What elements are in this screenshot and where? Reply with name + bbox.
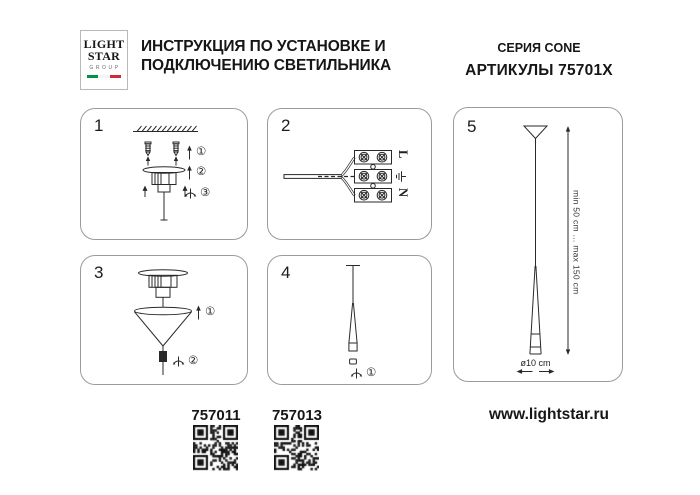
- screw-turn-icon: [350, 368, 363, 379]
- italian-flag-stripe: [87, 75, 121, 78]
- step-5-number: 5: [467, 117, 477, 136]
- step-4-panel: [267, 255, 432, 385]
- series-block: [458, 41, 620, 80]
- marker-digit: ①: [205, 306, 216, 318]
- page-title: [141, 37, 391, 75]
- articles-code: АРТИКУЛЫ 75701X: [465, 62, 613, 79]
- logo-text-star: STAR: [87, 49, 121, 63]
- qr-code: [193, 425, 238, 471]
- marker-digit: ③: [200, 187, 211, 199]
- logo-text-group: GROUP: [89, 65, 121, 71]
- lightstar-logo: [80, 30, 128, 90]
- step-1-panel: [80, 108, 248, 240]
- step-5-panel: [453, 107, 623, 382]
- screw-turn-icon: [184, 188, 197, 199]
- website-url: www.lightstar.ru: [489, 406, 609, 423]
- step-3-number: 3: [94, 263, 104, 282]
- step-1-marker-2: [186, 165, 206, 180]
- height-dimension-label: min 50 cm ... max 150 cm: [571, 189, 582, 295]
- up-arrow-icon: [195, 305, 202, 320]
- title-line-2: ПОДКЛЮЧЕНИЮ СВЕТИЛЬНИКА: [141, 57, 392, 74]
- step-1-marker-1: [186, 145, 206, 160]
- article-number-left: 757011: [191, 407, 241, 424]
- screw-turn-icon: [172, 356, 185, 367]
- wiring-diagram: [268, 109, 433, 241]
- diameter-dimension-label: ø10 cm: [520, 358, 551, 368]
- step-3-panel: [80, 255, 248, 385]
- terminal-label-neutral: N: [396, 188, 410, 198]
- series-name: СЕРИЯ CONE: [497, 41, 581, 55]
- flag-red: [110, 75, 121, 78]
- step-3-marker-1: [195, 305, 215, 320]
- article-number-right: 757013: [271, 407, 323, 424]
- step-2-panel: [267, 108, 432, 240]
- marker-digit: ①: [366, 367, 377, 379]
- qr-code: [274, 425, 319, 471]
- step-1-number: 1: [94, 116, 104, 135]
- step-2-number: 2: [281, 116, 291, 135]
- terminal-label-line: L: [396, 150, 410, 159]
- up-arrow-icon: [186, 145, 193, 160]
- marker-digit: ②: [188, 355, 199, 367]
- marker-digit: ①: [196, 146, 207, 158]
- step-4-number: 4: [281, 263, 291, 282]
- marker-digit: ②: [196, 166, 207, 178]
- title-line-1: ИНСТРУКЦИЯ ПО УСТАНОВКЕ И: [141, 38, 386, 55]
- ceiling-hatch: [133, 126, 198, 132]
- step-1-marker-3: [184, 187, 210, 200]
- step-4-marker-1: [350, 367, 376, 380]
- flag-white: [98, 75, 109, 78]
- ground-symbol-icon: [397, 171, 407, 181]
- pendant-dimensions-drawing: [454, 108, 624, 383]
- ceiling-mount-drawing: [81, 109, 249, 241]
- up-arrow-icon: [186, 165, 193, 180]
- shade-assembly-drawing: [81, 256, 249, 386]
- logo-text-light: LIGHT: [83, 37, 125, 51]
- step-3-marker-2: [172, 355, 198, 368]
- flag-green: [87, 75, 98, 78]
